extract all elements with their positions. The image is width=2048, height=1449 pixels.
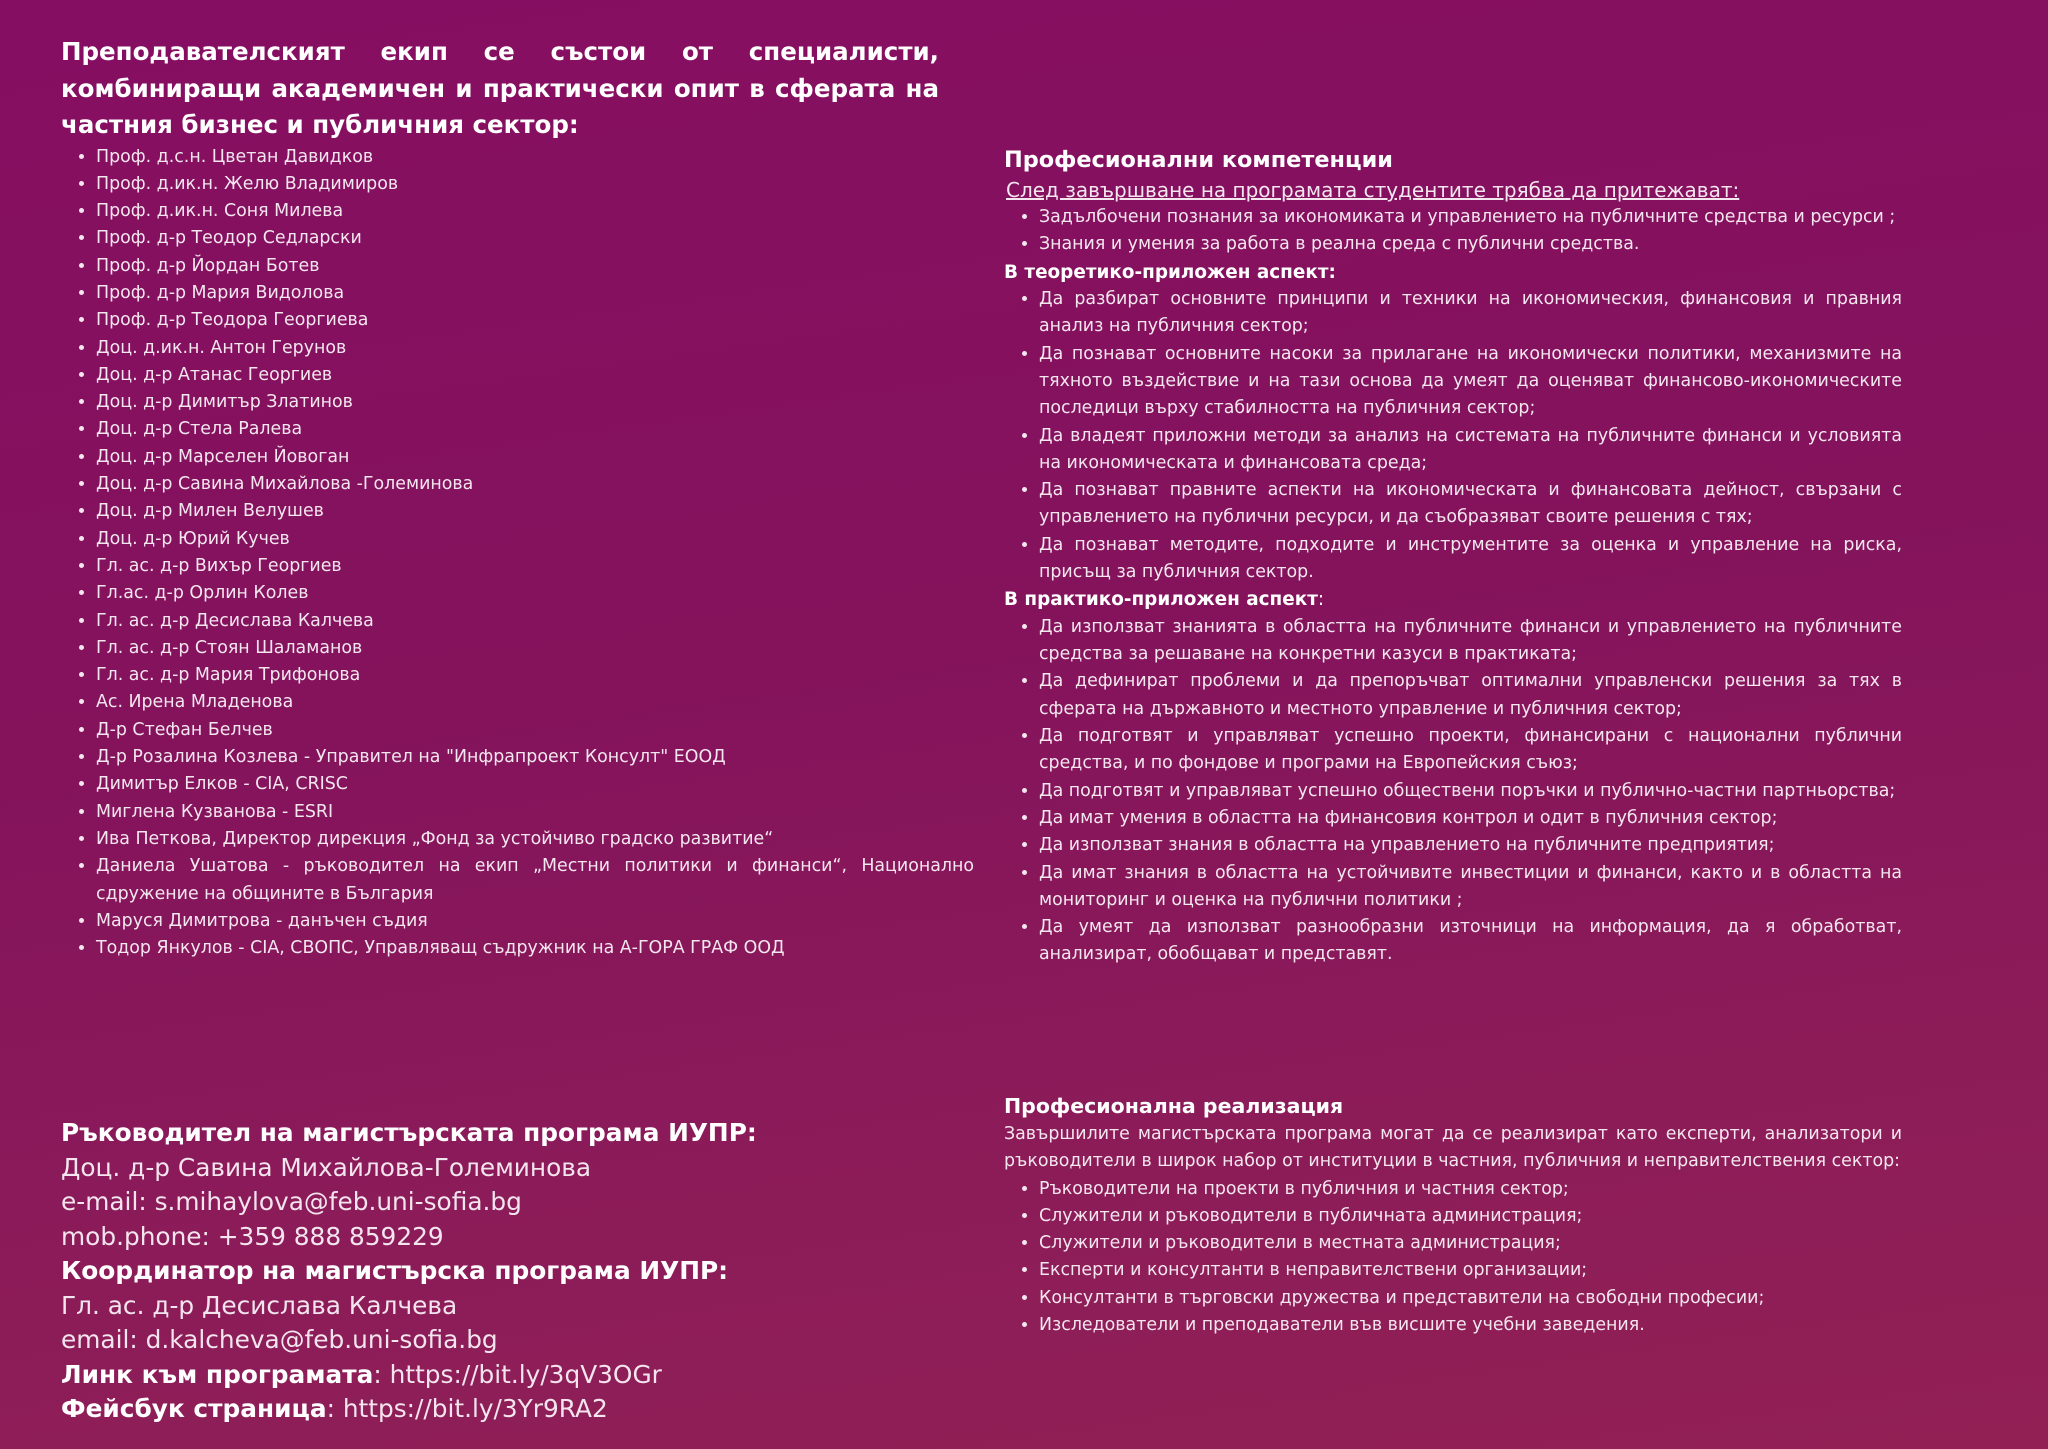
staff-member: • Димитър Елков - CIA, CRISC [96, 771, 974, 798]
facebook-link[interactable]: : https://bit.ly/3Yr9RA2 [326, 1394, 608, 1423]
staff-member: • Гл. ас. д-р Стоян Шаламанов [96, 635, 974, 662]
staff-member: • Доц. д-р Стела Ралева [96, 416, 974, 443]
staff-member: • Проф. д.ик.н. Соня Милева [96, 198, 974, 225]
list-item: • Да познават правните аспекти на икономическата и финансовата дейност, свързани с управлението на публични ресурси, и да съобразяват своите решения с тях; [1039, 477, 1902, 532]
staff-member: • Миглена Кузванова - ESRI [96, 799, 974, 826]
staff-member: • Ива Петкова, Директор дирекция „Фонд за устойчиво градско развитие“ [96, 826, 974, 853]
list-item: • Да имат знания в областта на устойчивите инвестиции и финанси, както и в областта на мониторинг и оценка на публични политики ; [1039, 860, 1902, 915]
list-item: • Да използват знанията в областта на публичните финанси и управлението на публичните средства за решаване на конкретни казуси в практиката; [1039, 614, 1902, 669]
coordinator-email-link[interactable]: email: d.kalcheva@feb.uni-sofia.bg [61, 1325, 498, 1354]
staff-member: • Доц. д-р Димитър Златинов [96, 389, 974, 416]
staff-member: • Гл.ас. д-р Орлин Колев [96, 580, 974, 607]
head-email-link[interactable]: e-mail: s.mihaylova@feb.uni-sofia.bg [61, 1187, 522, 1216]
staff-member: • Доц. д-р Милен Велушев [96, 498, 974, 525]
staff-section [61, 34, 974, 962]
staff-member: • Проф. д-р Йордан Ботев [96, 253, 974, 280]
practice-aspect-label: В практико-приложен аспект [1004, 589, 1318, 611]
list-item: • Да дефинират проблеми и да препоръчват оптимални управленски решения за тях в сферата на държавното и местното управление и публичния сектор; [1039, 668, 1902, 723]
theory-aspect-title: В теоретико-приложен аспект: [1004, 261, 1336, 283]
list-item: • Ръководители на проекти в публичния и частния сектор; [1039, 1176, 1902, 1203]
list-item: • Да познават методите, подходите и инструментите за оценка и управление на риска, присъщ за публичния сектор. [1039, 532, 1902, 587]
staff-member: • Гл. ас. д-р Десислава Калчева [96, 608, 974, 635]
list-item: • Да подготвят и управляват успешно проекти, финансирани с национални публични средства, и по фондове и програми на Европейския съюз; [1039, 723, 1902, 778]
staff-member: • Ас. Ирена Младенова [96, 689, 974, 716]
competencies-section [1004, 144, 1902, 969]
list-item: • Да владеят приложни методи за анализ на системата на публичните финанси и условията на икономическата и финансовата среда; [1039, 423, 1902, 478]
staff-list [61, 144, 974, 963]
staff-member: • Проф. д-р Теодора Георгиева [96, 307, 974, 334]
staff-member: • Проф. д.ик.н. Желю Владимиров [96, 171, 974, 198]
staff-member: • Гл. ас. д-р Мария Трифонова [96, 662, 974, 689]
head-title: Ръководител на магистърската програма ИУПР: [61, 1118, 757, 1147]
facebook-link-line [61, 1392, 974, 1427]
realization-list [1004, 1176, 1902, 1340]
facebook-link-label: Фейсбук страница [61, 1394, 327, 1423]
staff-member: • Доц. д-р Атанас Георгиев [96, 362, 974, 389]
staff-member: • Д-р Розалина Козлева - Управител на "Инфрапроект Консулт" ЕООД [96, 744, 974, 771]
competencies-title: Професионални компетенции [1004, 147, 1393, 173]
list-item: • Да имат умения в областта на финансовия контрол и одит в публичния сектор; [1039, 805, 1902, 832]
list-item: • Изследователи и преподаватели във висшите учебни заведения. [1039, 1312, 1902, 1339]
list-item: • Да умеят да използват разнообразни източници на информация, да я обработват, анализират, обобщават и представят. [1039, 914, 1902, 969]
practice-aspect-list [1004, 614, 1902, 969]
staff-intro: Преподавателският екип се състои от специалисти, комбиниращи академичен и практически опит в сферата на частния бизнес и публичния сектор: [61, 37, 939, 139]
list-item: • Служители и ръководители в местната администрация; [1039, 1230, 1902, 1257]
realization-section [1004, 1092, 1902, 1339]
competencies-general-list [1004, 204, 1902, 259]
staff-member: • Проф. д.с.н. Цветан Давидков [96, 144, 974, 171]
program-link-label: Линк към програмата [61, 1359, 374, 1389]
list-item: • Да подготвят и управляват успешно обществени поръчки и публично-частни партньорства; [1039, 778, 1902, 805]
head-phone: mob.phone: +359 888 859229 [61, 1221, 444, 1251]
list-item: • Експерти и консултанти в неправителствени организации; [1039, 1257, 1902, 1284]
realization-text: Завършилите магистърската програма могат да се реализират като експерти, анализатори и ръководители в широк набор от институции в частния, публичния и неправителствения сектор: [1004, 1124, 1902, 1172]
list-item: • Знания и умения за работа в реална среда с публични средства. [1039, 231, 1902, 258]
contacts-section [61, 1116, 974, 1427]
realization-title: Професионална реализация [1004, 1094, 1344, 1118]
staff-member: • Проф. д-р Теодор Седларски [96, 225, 974, 252]
list-item: • Да използват знания в областта на управлението на публичните предприятия; [1039, 832, 1902, 859]
staff-member: • Доц. д.ик.н. Антон Герунов [96, 335, 974, 362]
competencies-subtitle: След завършване на програмата студентите трябва да притежават: [1006, 178, 1740, 202]
staff-member: • Доц. д-р Марселен Йовоган [96, 444, 974, 471]
list-item: • Консултанти в търговски дружества и представители на свободни професии; [1039, 1285, 1902, 1312]
list-item: • Задълбочени познания за икономиката и управлението на публичните средства и ресурси ; [1039, 204, 1902, 231]
list-item: • Служители и ръководители в публичната администрация; [1039, 1203, 1902, 1230]
staff-member: • Гл. ас. д-р Вихър Георгиев [96, 553, 974, 580]
staff-member: • Проф. д-р Мария Видолова [96, 280, 974, 307]
theory-aspect-list [1004, 286, 1902, 586]
program-link[interactable]: : https://bit.ly/3qV3OGr [373, 1359, 662, 1389]
coordinator-title: Координатор на магистърска програма ИУПР: [61, 1256, 729, 1285]
staff-member: • Маруся Димитрова - данъчен съдия [96, 908, 974, 935]
staff-member: • Даниела Ушатова - ръководител на екип „Местни политики и финанси“, Национално сдружение на общините в България [96, 853, 974, 908]
list-item: • Да познават основните насоки за прилагане на икономически политики, механизмите на тяхното въздействие и на тази основа да умеят да оценяват финансово-икономическите последици върху стабилността на публичния сектор; [1039, 341, 1902, 423]
list-item: • Да разбират основните принципи и техники на икономическия, финансовия и правния анализ на публичния сектор; [1039, 286, 1902, 341]
practice-aspect-colon: : [1317, 589, 1325, 611]
head-name: Доц. д-р Савина Михайлова-Големинова [61, 1152, 592, 1182]
practice-aspect-title [1004, 586, 1902, 614]
staff-member: • Тодор Янкулов - CIA, СВОПС, Управляващ съдружник на А-ГОРА ГРАФ ООД [96, 935, 974, 962]
staff-member: • Д-р Стефан Белчев [96, 717, 974, 744]
program-link-line [61, 1358, 974, 1393]
staff-member: • Доц. д-р Юрий Кучев [96, 526, 974, 553]
staff-member: • Доц. д-р Савина Михайлова -Големинова [96, 471, 974, 498]
coordinator-name: Гл. ас. д-р Десислава Калчева [61, 1290, 458, 1320]
